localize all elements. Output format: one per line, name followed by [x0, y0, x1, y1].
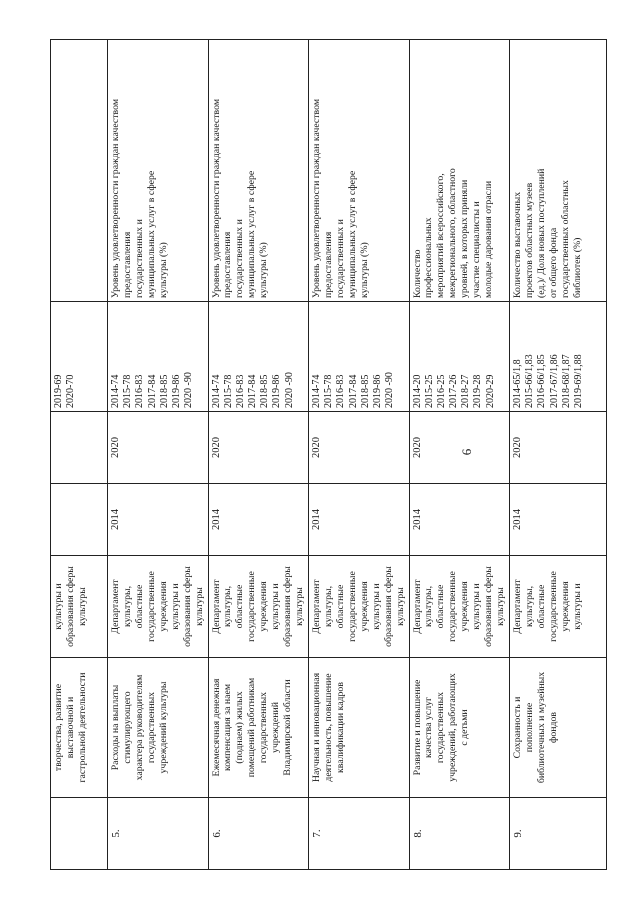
table-row-5	[108, 40, 209, 870]
indicator: Количество профессиональных мероприятий всероссийского, межрегионального, областного уровней, в которых приняли участие специалисты и молодые дарования отрасли	[409, 40, 510, 302]
end-year: 2020	[108, 412, 209, 484]
target-values: 2014-65/1,8 2015-66/1,83 2016-66/1,85 2017-67/1,86 2018-68/1,87 2019-69/1,88	[510, 302, 607, 412]
start-year: 2014	[309, 484, 410, 556]
table-row-9	[510, 40, 607, 870]
table-row-6	[208, 40, 309, 870]
target-values: 2014-74 2015-78 2016-83 2017-84 2018-85 2019-86 2020 -90	[108, 302, 209, 412]
target-values: 2014-20 2015-25 2016-25 2017-26 2018-27 2019-28 2020-29	[409, 302, 510, 412]
activity-name: Научная и инновационная деятельность, повышение квалификации кадров	[309, 658, 410, 798]
start-year: 2014	[409, 484, 510, 556]
executor: Департамент культуры, областные государственные учреждения культуры и	[510, 556, 607, 658]
row-number: 5.	[108, 798, 209, 870]
indicator: Уровень удовлетворенности граждан качеством предоставления государственных и муниципальных услуг в сфере культуры (%)	[309, 40, 410, 302]
page-number: 6	[459, 448, 474, 456]
activity-name: Ежемесячная денежная компенсация за наем (поднаем) жилых помещений работникам государственных учреждений Владимирской области	[208, 658, 309, 798]
row-number: 7.	[309, 798, 410, 870]
activity-name: Расходы на выплаты стимулирующего характера руководителям государственных учреждений культуры	[108, 658, 209, 798]
end-year	[51, 412, 108, 484]
start-year: 2014	[208, 484, 309, 556]
executor: культуры и образования сферы культуры	[51, 556, 108, 658]
start-year	[51, 484, 108, 556]
end-year: 2020	[510, 412, 607, 484]
table-row-7	[309, 40, 410, 870]
executor: Департамент культуры, областные государственные учреждения культуры и образования сферы культуры	[409, 556, 510, 658]
table-row-8	[409, 40, 510, 870]
start-year: 2014	[510, 484, 607, 556]
start-year: 2014	[108, 484, 209, 556]
executor: Департамент культуры, областные государственные учреждения культуры и образования сферы культуры	[108, 556, 209, 658]
end-year: 2020	[208, 412, 309, 484]
target-values: 2019-69 2020-70	[51, 302, 108, 412]
indicator: Уровень удовлетворенности граждан качеством предоставления государственных и муниципальных услуг в сфере культуры (%)	[208, 40, 309, 302]
target-values: 2014-74 2015-78 2016-83 2017-84 2018-85 2019-86 2020 -90	[309, 302, 410, 412]
end-year: 2020	[409, 412, 510, 484]
indicator: Уровень удовлетворенности граждан качеством предоставления государственных и муниципальных услуг в сфере культуры (%)	[108, 40, 209, 302]
row-number: 9.	[510, 798, 607, 870]
row-number: 6.	[208, 798, 309, 870]
executor: Департамент культуры, областные государственные учреждения культуры и образования сферы культуры	[208, 556, 309, 658]
indicator	[51, 40, 108, 302]
program-table	[50, 39, 607, 870]
target-values: 2014-74 2015-78 2016-83 2017-84 2018-85 2019-86 2020 -90	[208, 302, 309, 412]
indicator: Количество выставочных проектов областных музеев (ед.)/ Доля новых поступлений от общего фонда государственных областных библиотек (%)	[510, 40, 607, 302]
activity-name: творчества, развитие выставочной и гастрольной деятельности	[51, 658, 108, 798]
end-year: 2020	[309, 412, 410, 484]
table-row-0	[51, 40, 108, 870]
row-number: 8.	[409, 798, 510, 870]
activity-name: Развитие и повышение качества услуг государственных учреждений, работающих с детьми	[409, 658, 510, 798]
activity-name: Сохранность и пополнение библиотечных и музейных фондов	[510, 658, 607, 798]
row-number	[51, 798, 108, 870]
executor: Департамент культуры, областные государственные учреждения культуры и образования сферы культуры	[309, 556, 410, 658]
rotated-page	[50, 40, 595, 870]
